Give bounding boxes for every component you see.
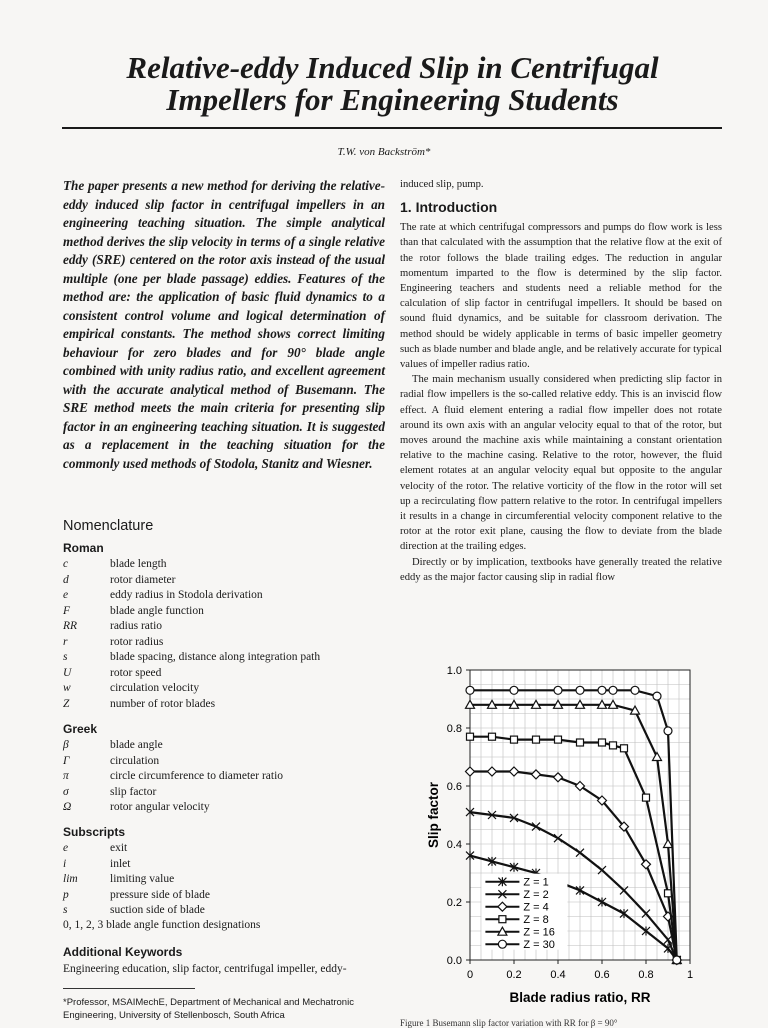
nomenclature-entry	[63, 557, 393, 573]
paper-title: Relative-eddy Induced Slip in Centrifugal Impellers for Engineering Students	[126, 50, 659, 117]
nomenclature-entry	[63, 635, 393, 651]
symbol: lim	[63, 873, 78, 885]
data-point	[555, 736, 562, 743]
data-point	[610, 742, 617, 749]
symbol: c	[63, 558, 69, 570]
y-tick-label: 0.0	[446, 955, 462, 967]
y-tick-label: 1.0	[446, 665, 462, 677]
data-point	[643, 794, 650, 801]
data-point	[621, 745, 628, 752]
nomenclature-entry	[63, 604, 393, 620]
definition: inlet	[110, 857, 131, 870]
nomenclature-entry	[63, 573, 393, 589]
symbol: e	[63, 589, 69, 601]
symbol: Z	[63, 697, 70, 710]
legend-marker	[499, 916, 506, 923]
legend-label: Z = 30	[523, 939, 555, 952]
nomenclature-entry	[63, 888, 393, 904]
x-tick-label: 1	[686, 969, 694, 981]
definition: suction side of blade	[110, 904, 205, 916]
intro-paragraph-3: Directly or by implication, textbooks have generally treated the relative eddy as the major factor causing slip in radial flow	[400, 556, 722, 583]
data-point	[510, 686, 518, 694]
definition: blade angle	[110, 739, 163, 751]
figure-caption: Figure 1 Busemann slip factor variation with RR for β = 90°	[400, 1018, 618, 1028]
definition: circle circumference to diameter ratio	[110, 770, 284, 782]
legend-marker	[498, 940, 506, 948]
greek-heading: Greek	[63, 722, 98, 736]
slip-factor-chart	[405, 652, 710, 1014]
subscript-symbol-list	[63, 841, 393, 919]
abstract: The paper presents a new method for deriving the relative-eddy induced slip factor in centrifugal impellers in an engineering teaching situation. The simple analytical method derives the slip velocity in terms of a single relative eddy (SRE) centered on the rotor axis instead of the usual multiple (one per blade passage) eddies. Features of the method are: the application of basic fluid dynamics to a consistent control volume and logical determination of empirical constants. The method shows correct limiting behaviour for zero blades and for 90° blade angle combined with unity radius ratio, and excellent agreement with the accurate analytical method of Busemann. The SRE method meets the main criteria for presenting slip factor in an engineering teaching situation. It is suggested as a replacement in the teaching situation for the commonly used methods of Stodola, Stanitz and Wiesner.	[63, 178, 385, 471]
data-point	[665, 890, 672, 897]
right-column-text	[400, 177, 722, 585]
introduction-heading: 1. Introduction	[400, 199, 498, 216]
data-point	[489, 733, 496, 740]
data-point	[653, 692, 661, 700]
author-line: T.W. von Backström*	[337, 146, 431, 158]
symbol: i	[63, 857, 67, 870]
legend-label: Z = 2	[523, 889, 549, 902]
symbol: s	[63, 904, 68, 916]
x-tick-label: 0	[466, 969, 474, 981]
legend-label: Z = 16	[523, 926, 555, 939]
symbol: r	[63, 635, 68, 648]
symbol: π	[63, 770, 69, 782]
definition: pressure side of blade	[110, 888, 210, 901]
subscripts-heading: Subscripts	[63, 825, 126, 839]
nomenclature-entry	[63, 785, 393, 801]
keywords-text: Engineering education, slip factor, centrifugal impeller, eddy-	[63, 963, 347, 975]
data-point	[577, 739, 584, 746]
definition: radius ratio	[110, 620, 163, 632]
nomenclature-entry	[63, 903, 393, 919]
y-tick-label: 0.2	[446, 897, 462, 909]
symbol: Γ	[63, 754, 70, 767]
symbol: d	[63, 573, 69, 586]
data-point	[554, 686, 562, 694]
definition: limiting value	[110, 873, 175, 885]
roman-symbol-list	[63, 557, 393, 712]
x-tick-label: 0.6	[594, 969, 610, 981]
y-tick-label: 0.4	[446, 839, 462, 851]
y-tick-label: 0.8	[446, 723, 462, 735]
intro-paragraph-2: The main mechanism usually considered when predicting slip factor in radial flow impellers is the so-called relative eddy. This is an inviscid flow effect. A fluid element entering a radial flow impeller does not rotate around its own axis with an angular velocity equal to that of the rotor, but moves around the machine axis while maintaining a constant orientation relative to the machine casing. Relative to the rotor, however, the fluid element rotates at an angular velocity equal but opposite to the angular velocity of the rotor. The relative vorticity of the flow in the rotor will set up a recirculating flow pattern relative to the rotor. In centrifugal impellers it results in a change in circumferential velocity component relative to the rotor at the rotor exit plane, causing the flow to deviate from the blade direction at the trailing edges.	[400, 374, 722, 553]
data-point	[664, 727, 672, 735]
nomenclature-heading: Nomenclature	[63, 518, 154, 534]
nomenclature-entry	[63, 619, 393, 635]
footnote: *Professor, MSAIMechE, Department of Mechanical and Mechatronic Engineering, University of Stellenbosch, South Africa	[63, 997, 354, 1021]
definition: eddy radius in Stodola derivation	[110, 589, 263, 601]
legend-label: Z = 4	[523, 901, 549, 914]
nomenclature-entry	[63, 841, 393, 857]
x-axis-label: Blade radius ratio, RR	[509, 990, 651, 1005]
data-point	[467, 733, 474, 740]
symbol: β	[63, 739, 69, 751]
x-tick-label: 0.4	[550, 969, 566, 981]
symbol: σ	[63, 785, 69, 798]
nomenclature-entry	[63, 769, 393, 785]
keywords-heading: Additional Keywords	[63, 945, 183, 959]
symbol: p	[63, 888, 69, 901]
definition: blade angle function	[110, 604, 204, 617]
definition: blade spacing, distance along integration path	[110, 651, 321, 663]
keywords-continued: induced slip, pump.	[400, 179, 484, 190]
symbol: e	[63, 842, 69, 854]
greek-symbol-list	[63, 738, 393, 816]
nomenclature-entry	[63, 681, 393, 697]
definition: slip factor	[110, 785, 157, 798]
title-rule	[62, 127, 722, 129]
nomenclature-entry	[63, 857, 393, 873]
nomenclature-entry	[63, 872, 393, 888]
data-point	[673, 956, 681, 964]
definition: number of rotor blades	[110, 697, 216, 710]
symbol: s	[63, 651, 68, 663]
definition: rotor diameter	[110, 573, 176, 586]
y-axis-label: Slip factor	[426, 781, 441, 849]
footnote-rule	[63, 988, 195, 989]
definition: rotor radius	[110, 635, 164, 648]
nomenclature-entry	[63, 588, 393, 604]
data-point	[533, 736, 540, 743]
legend-label: Z = 8	[523, 914, 549, 927]
nomenclature-entry	[63, 666, 393, 682]
definition: rotor angular velocity	[110, 801, 210, 813]
data-point	[599, 739, 606, 746]
subscript-last-line: 0, 1, 2, 3 blade angle function designations	[63, 919, 261, 931]
definition: circulation	[110, 754, 160, 767]
symbol: w	[63, 682, 71, 694]
nomenclature-entry	[63, 754, 393, 770]
data-point	[631, 686, 639, 694]
symbol: U	[63, 666, 72, 679]
nomenclature-entry	[63, 697, 393, 713]
nomenclature-entry	[63, 800, 393, 816]
symbol: F	[63, 604, 71, 617]
data-point	[609, 686, 617, 694]
nomenclature-entry	[63, 738, 393, 754]
definition: blade length	[110, 558, 167, 570]
nomenclature-entry	[63, 650, 393, 666]
definition: circulation velocity	[110, 682, 200, 694]
legend-label: Z = 1	[523, 876, 549, 889]
roman-heading: Roman	[63, 541, 104, 555]
definition: rotor speed	[110, 666, 162, 679]
y-tick-label: 0.6	[446, 781, 462, 793]
data-point	[511, 736, 518, 743]
data-point	[598, 686, 606, 694]
intro-paragraph-1: The rate at which centrifugal compressors and pumps do flow work is less than that calculated with the assumption that the relative flow at the exit of the rotor follows the blade trailing edges. The reduction in angular momentum imparted to the flow is determined by the slip factor. Engineering teachers and students need a reliable method for the calculation of slip factor in centrifugal impellers. It should be based on sound fluid dynamics, and be suitable for classroom derivation. The method should be widely applicable in terms of basic impeller geometry such as blade number and blade angle, and be relatively accurate for typical values of impeller radius ratio.	[400, 222, 722, 371]
x-tick-label: 0.8	[638, 969, 654, 981]
data-point	[466, 686, 474, 694]
x-tick-label: 0.2	[506, 969, 522, 981]
symbol: RR	[63, 620, 78, 632]
definition: exit	[110, 842, 128, 854]
data-point	[576, 686, 584, 694]
symbol: Ω	[63, 801, 72, 813]
